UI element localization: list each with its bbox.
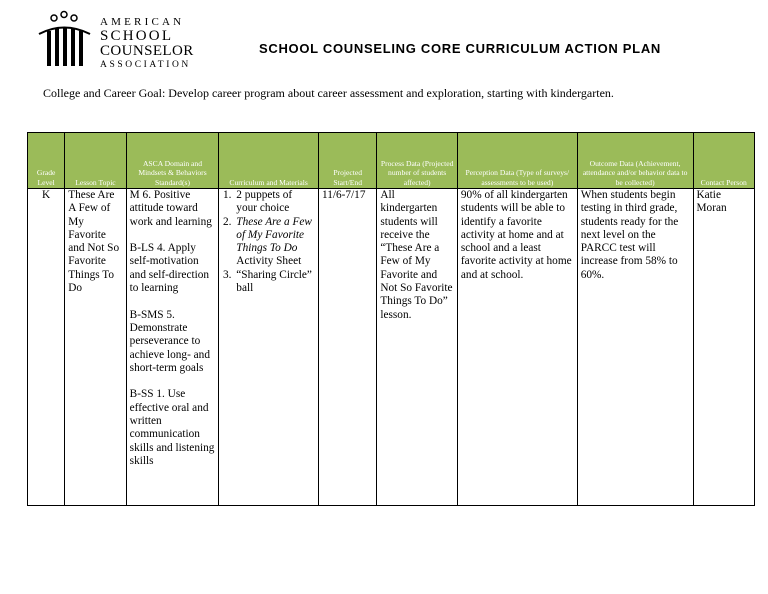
cell-curriculum-materials	[219, 189, 319, 506]
standard-item: B-SS 1. Use effective oral and written communication skills and listening skills	[129, 388, 215, 467]
career-goal-statement: College and Career Goal: Develop career program about career assessment and exploration, starting with kindergarten.	[43, 86, 614, 100]
cell-projected-dates: 11/6-7/17	[318, 189, 376, 506]
action-plan-table	[27, 132, 755, 506]
asca-logo	[38, 10, 198, 70]
header-perception-data: Perception Data (Type of surveys/ assessments to be used)	[457, 133, 577, 189]
cell-contact-person: Katie Moran	[693, 189, 755, 506]
table-header-row	[28, 133, 755, 189]
cell-asca-standards	[126, 189, 219, 506]
asca-logo-icon	[38, 10, 100, 70]
activity-sheet-title: These Are a Few of My Favorite Things To Do	[236, 215, 312, 255]
standard-item: B-SMS 5. Demonstrate perseverance to achieve long- and short-term goals	[129, 308, 210, 374]
materials-item	[234, 269, 315, 296]
logo-line-2: SCHOOL	[100, 28, 174, 44]
header-lesson-topic: Lesson Topic	[65, 133, 126, 189]
header-process-data: Process Data (Projected number of students affected)	[377, 133, 458, 189]
logo-line-3: COUNSELOR	[100, 43, 194, 59]
table-row	[28, 189, 755, 506]
header-projected-dates: Projected Start/End	[318, 133, 376, 189]
materials-item-text: 2 puppets of your choice	[236, 189, 293, 215]
header-asca-standards: ASCA Domain and Mindsets & Behaviors Standard(s)	[126, 133, 219, 189]
asca-logo-wordmark	[100, 17, 194, 71]
header-curriculum-materials: Curriculum and Materials	[219, 133, 319, 189]
cell-lesson-topic: These Are A Few of My Favorite and Not So Favorite Things To Do	[65, 189, 126, 506]
cell-perception-data: 90% of all kindergarten students will be able to identify a favorite activity at home and at school and a least favorite activity at home and at school.	[457, 189, 577, 506]
document-title: SCHOOL COUNSELING CORE CURRICULUM ACTION PLAN	[259, 41, 661, 56]
materials-item	[234, 216, 315, 269]
header-grade-level: Grade Level	[28, 133, 65, 189]
standard-item: B-LS 4. Apply self-motivation and self-direction to learning	[129, 242, 210, 295]
logo-line-4: ASSOCIATION	[100, 60, 191, 70]
logo-line-1: AMERICAN	[100, 16, 185, 28]
standard-item: M 6. Positive attitude toward work and learning	[129, 189, 212, 228]
header-contact-person: Contact Person	[693, 133, 755, 189]
cell-outcome-data: When students begin testing in third grade, students ready for the next level on the PARCC test will increase from 58% to 60%.	[577, 189, 693, 506]
materials-item	[234, 189, 315, 216]
cell-grade-level: K	[28, 189, 65, 506]
materials-list	[222, 189, 315, 295]
materials-item-text: “Sharing Circle” ball	[236, 268, 312, 295]
cell-process-data: All kindergarten students will receive the “These Are a Few of My Favorite and Not So Favorite Things To Do” lesson.	[377, 189, 458, 506]
materials-item-text: Activity Sheet	[236, 255, 302, 268]
header-outcome-data: Outcome Data (Achievement, attendance and/or behavior data to be collected)	[577, 133, 693, 189]
